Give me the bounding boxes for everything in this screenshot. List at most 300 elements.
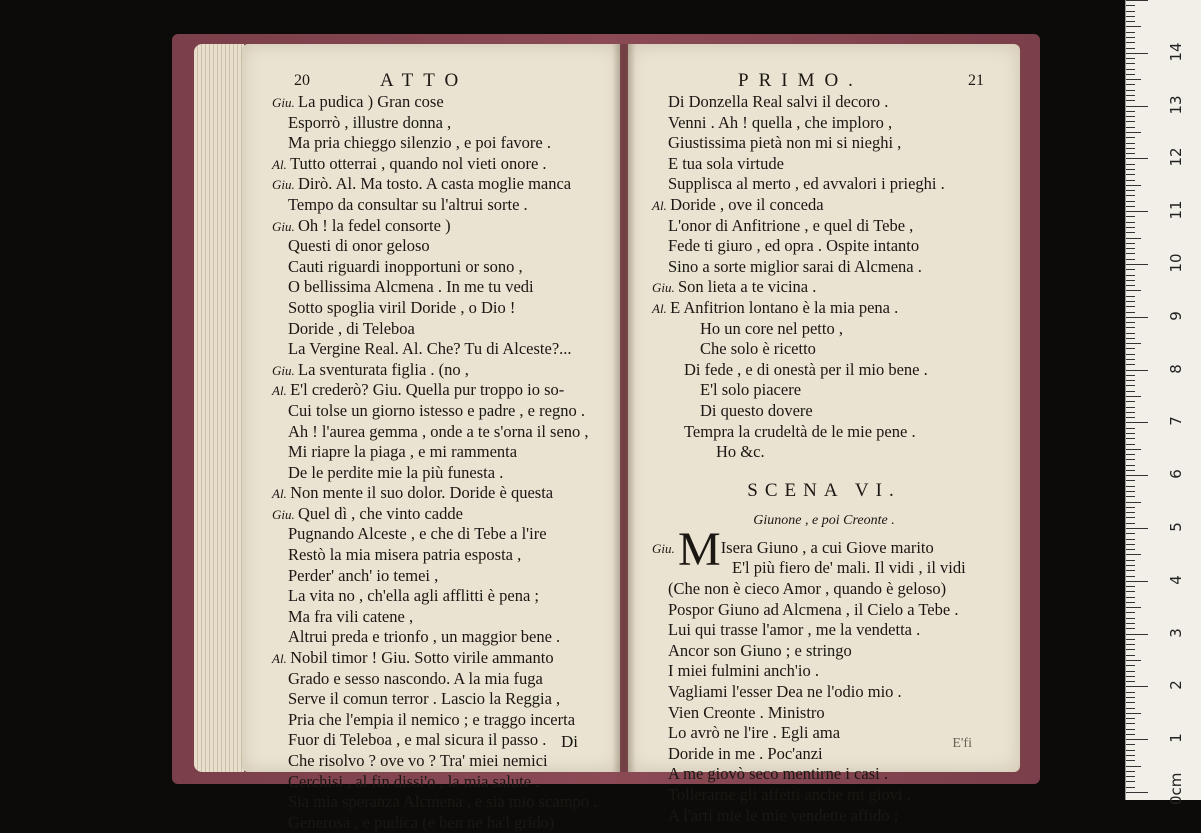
text-line: [242, 483, 620, 504]
ruler-tick: [1126, 417, 1135, 418]
text-line: [242, 339, 620, 360]
ruler-tick: [1126, 539, 1135, 540]
text-line: [242, 154, 620, 175]
ruler-label: 8: [1167, 363, 1185, 374]
ruler-tick: [1126, 428, 1135, 429]
text-line: [628, 764, 1020, 785]
right-page: [628, 44, 1020, 825]
ruler-tick: [1126, 95, 1135, 96]
ruler-tick: [1126, 201, 1135, 202]
line-text: Ah ! l'aurea gemma , onde a te s'orna il seno ,: [288, 421, 589, 441]
line-text: Sia mia speranza Alcmena , e sia mio scampo .: [288, 792, 598, 812]
line-text: E Anfitrion lontano è la mia pena .: [670, 297, 899, 317]
ruler-tick: [1126, 58, 1135, 59]
text-line: [628, 174, 1020, 195]
ruler-tick: [1126, 470, 1135, 471]
text-line: [242, 442, 620, 463]
line-text: Sotto spoglia viril Doride , o Dio !: [288, 297, 516, 317]
ruler-tick: [1126, 32, 1135, 33]
ruler-tick: [1126, 380, 1135, 381]
ruler-tick: [1126, 280, 1135, 281]
ruler-tick: [1126, 465, 1135, 466]
ruler-tick: [1126, 5, 1135, 6]
ruler-tick: [1126, 560, 1135, 561]
book-gutter: [612, 44, 636, 772]
ruler-label: 1: [1167, 733, 1185, 743]
line-text: Doride , di Teleboa: [288, 318, 415, 338]
line-text: De le perdite mie la più funesta .: [288, 462, 504, 482]
line-text: Perder' anch' io temei ,: [288, 565, 439, 585]
ruler-tick: [1126, 143, 1135, 144]
ruler-tick: [1126, 491, 1135, 492]
page-edges: [194, 44, 244, 772]
ruler-tick: [1126, 195, 1135, 196]
ruler-tick: [1126, 100, 1135, 101]
text-line: [628, 154, 1020, 175]
ruler-tick: [1126, 164, 1135, 165]
left-text-block: [242, 92, 620, 833]
speaker-label: Al.: [652, 197, 671, 213]
text-line: [628, 298, 1020, 319]
ruler-tick: [1126, 79, 1141, 80]
line-text: Doride in me . Poc'anzi: [668, 743, 823, 763]
text-line: [628, 620, 1020, 641]
ruler-tick: [1126, 533, 1135, 534]
ruler-tick: [1126, 211, 1148, 212]
left-page-number: 20: [294, 72, 310, 89]
line-text: Quel dì , che vinto cadde: [298, 503, 463, 523]
ruler-tick: [1126, 26, 1141, 27]
line-text: (Che non è cieco Amor , quando è geloso): [668, 579, 947, 599]
ruler-tick: [1126, 11, 1135, 12]
ruler-label: 6: [1167, 469, 1185, 479]
right-text-block: [628, 92, 1020, 826]
ruler-tick: [1126, 718, 1135, 719]
ruler-tick: [1126, 433, 1135, 434]
ruler-tick: [1126, 232, 1135, 233]
ruler-label: 12: [1167, 147, 1185, 167]
line-text: Dirò. Al. Ma tosto. A casta moglie manca: [298, 174, 572, 194]
speaker-label: Giu.: [652, 540, 678, 556]
ruler-tick: [1126, 591, 1135, 592]
right-running-head: PRIMO.: [738, 70, 863, 91]
drop-cap: M: [678, 522, 721, 576]
ruler-tick: [1126, 597, 1135, 598]
left-running-head: ATTO: [380, 70, 469, 91]
text-line: [628, 195, 1020, 216]
ruler-tick: [1126, 106, 1148, 107]
ruler-tick: [1126, 787, 1135, 788]
ruler-tick: [1126, 0, 1148, 1]
ruler-tick: [1126, 74, 1135, 75]
ruler-tick: [1126, 53, 1148, 54]
text-line: [628, 236, 1020, 257]
ruler-tick: [1126, 169, 1135, 170]
line-text: Non mente il suo dolor. Doride è questa: [290, 483, 554, 503]
line-text: Fede ti giuro , ed opra . Ospite intanto: [668, 236, 920, 256]
ruler-tick: [1126, 16, 1135, 17]
ruler-label: 7: [1167, 416, 1185, 427]
line-text: Questi di onor geloso: [288, 236, 430, 256]
ruler-tick: [1126, 137, 1135, 138]
line-text: Tempra la crudeltà de le mie pene .: [684, 421, 916, 441]
text-line: [628, 380, 1020, 401]
line-text: Son lieta a te vicina .: [678, 277, 817, 297]
speaker-label: Al.: [652, 300, 671, 316]
ruler-tick: [1126, 480, 1135, 481]
text-line: [242, 401, 620, 422]
ruler-tick: [1126, 570, 1135, 571]
ruler-tick: [1126, 391, 1135, 392]
ruler-tick: [1126, 655, 1135, 656]
ruler-tick: [1126, 312, 1135, 313]
line-text: Ho &c.: [716, 442, 765, 462]
text-line: [242, 195, 620, 216]
line-text: Ancor son Giuno ; e stringo: [668, 640, 852, 660]
left-page: [242, 44, 620, 832]
speaker-label: Giu.: [272, 506, 298, 522]
text-line: [628, 641, 1020, 662]
ruler-tick: [1126, 343, 1141, 344]
text-line: [628, 133, 1020, 154]
speaker-label: Giu.: [272, 177, 298, 193]
text-line: [242, 298, 620, 319]
left-catchword: Di: [561, 732, 578, 751]
line-text: Tutto otterrai , quando nol vieti onore .: [290, 153, 547, 173]
ruler-tick: [1126, 354, 1135, 355]
ruler-tick: [1126, 781, 1135, 782]
speaker-label: Giu.: [272, 95, 298, 110]
ruler-tick: [1126, 681, 1135, 682]
text-line: [628, 257, 1020, 278]
text-line: [242, 545, 620, 566]
line-text: Isera Giuno , a cui Giove marito: [720, 537, 934, 557]
ruler-tick: [1126, 744, 1135, 745]
ruler-tick: [1126, 396, 1141, 397]
line-text: Che solo è ricetto: [700, 339, 816, 359]
ruler-tick: [1126, 238, 1141, 239]
ruler-tick: [1126, 375, 1135, 376]
ruler-tick: [1126, 544, 1135, 545]
ruler-label: 4: [1167, 575, 1185, 585]
line-text: La sventurata figlia . (no ,: [298, 359, 469, 379]
ruler-tick: [1126, 771, 1135, 772]
text-line: [628, 360, 1020, 381]
ruler-tick: [1126, 760, 1135, 761]
speaker-label: Al.: [272, 486, 291, 502]
ruler-tick: [1126, 475, 1148, 476]
ruler-tick: [1126, 523, 1135, 524]
ruler-label: 5: [1167, 522, 1185, 532]
text-line: [242, 319, 620, 340]
ruler-tick: [1126, 729, 1135, 730]
line-text: Pospor Giuno ad Alcmena , il Cielo a Tebe .: [668, 599, 959, 619]
line-text: Oh ! la fedel consorte ): [298, 215, 451, 235]
text-line: [242, 648, 620, 669]
line-text: A l'arti mie le mie vendette affido ;: [668, 805, 899, 825]
line-text: La pudica ) Gran cose: [298, 92, 444, 111]
line-text: A me giovò seco mentirne i casi .: [668, 764, 888, 784]
line-text: Che risolvo ? ove vo ? Tra' miei nemici: [288, 751, 548, 770]
text-line: [242, 174, 620, 195]
text-line: [242, 710, 620, 731]
line-text: Nobil timor ! Giu. Sotto virile ammanto: [290, 648, 554, 668]
ruler-tick: [1126, 158, 1148, 159]
ruler-tick: [1126, 69, 1135, 70]
ruler-tick: [1126, 42, 1135, 43]
ruler-tick: [1126, 676, 1135, 677]
line-text: La Vergine Real. Al. Che? Tu di Alceste?...: [288, 339, 572, 359]
line-text: Cauti riguardi inopportuni or sono ,: [288, 256, 523, 276]
ruler-tick: [1126, 243, 1135, 244]
ruler-tick: [1126, 702, 1135, 703]
ruler-label: 10: [1167, 253, 1185, 273]
ruler-tick: [1126, 766, 1141, 767]
ruler-tick: [1126, 422, 1148, 423]
ruler-label: 9: [1167, 311, 1185, 321]
ruler-tick: [1126, 449, 1141, 450]
text-line: [242, 813, 620, 833]
ruler-tick: [1126, 364, 1135, 365]
ruler-tick: [1126, 290, 1141, 291]
ruler-tick: [1126, 612, 1135, 613]
ruler-tick: [1126, 628, 1135, 629]
stage-direction: Giunone , e poi Creonte .: [753, 513, 895, 529]
text-line: [242, 524, 620, 545]
line-text: Cerchisi , al fin dissi'o , la mia salute .: [288, 771, 540, 791]
ruler-tick: [1126, 755, 1135, 756]
text-line: [242, 772, 620, 793]
line-text: Vien Creonte . Ministro: [668, 702, 825, 722]
line-text: Tollerarne gli affetti anche mi giovi .: [668, 785, 911, 804]
ruler-tick: [1126, 507, 1135, 508]
text-line: [242, 216, 620, 237]
ruler-tick: [1126, 248, 1135, 249]
line-text: E'l solo piacere: [700, 380, 802, 400]
text-line: [628, 579, 1020, 600]
ruler-tick: [1126, 48, 1135, 49]
text-line: [628, 92, 1020, 113]
ruler-tick: [1126, 174, 1135, 175]
ruler-label: 0cm: [1167, 772, 1185, 805]
line-text: I miei fulmini anch'io .: [668, 661, 819, 681]
line-text: Ho un core nel petto ,: [700, 318, 843, 338]
text-line: [242, 751, 620, 772]
speaker-label: Al.: [272, 651, 291, 667]
measurement-ruler: [1125, 0, 1201, 805]
ruler-tick: [1126, 338, 1135, 339]
ruler-tick: [1126, 180, 1135, 181]
line-text: Cui tolse un giorno istesso e padre , e regno .: [288, 400, 585, 420]
ruler-tick: [1126, 259, 1135, 260]
line-text: Venni . Ah ! quella , che imploro ,: [668, 112, 893, 132]
ruler-tick: [1126, 111, 1135, 112]
ruler-tick: [1126, 602, 1135, 603]
ruler-tick: [1126, 528, 1148, 529]
ruler-tick: [1126, 739, 1148, 740]
line-text: Ma pria chieggo silenzio , e poi favore .: [288, 133, 551, 153]
text-line: [628, 113, 1020, 134]
speaker-label: Giu.: [272, 218, 298, 234]
ruler-tick: [1126, 116, 1135, 117]
ruler-tick: [1126, 63, 1135, 64]
text-line: [628, 661, 1020, 682]
right-page-number: 21: [968, 72, 984, 89]
ruler-label: 11: [1167, 200, 1185, 220]
ruler-tick: [1126, 549, 1135, 550]
line-text: Giustissima pietà non mi si nieghi ,: [668, 133, 902, 153]
ruler-tick: [1126, 401, 1135, 402]
text-line: [242, 586, 620, 607]
ruler-tick: [1126, 275, 1135, 276]
text-line: [242, 236, 620, 257]
ruler-tick: [1126, 385, 1135, 386]
ruler-tick: [1126, 565, 1135, 566]
ruler-tick: [1126, 623, 1135, 624]
ruler-tick: [1126, 206, 1135, 207]
line-text: Mi riapre la piaga , e mi rammenta: [288, 442, 518, 462]
text-line: [242, 669, 620, 690]
ruler-tick: [1126, 253, 1135, 254]
speaker-label: Giu.: [272, 362, 298, 378]
ruler-tick: [1126, 554, 1141, 555]
ruler-tick: [1126, 644, 1135, 645]
line-text: Esporrò , illustre donna ,: [288, 112, 452, 132]
ruler-tick: [1126, 734, 1135, 735]
ruler-tick: [1126, 634, 1148, 635]
line-text: Di Donzella Real salvi il decoro .: [668, 92, 889, 111]
text-line: [242, 277, 620, 298]
ruler-tick: [1126, 713, 1141, 714]
text-line: [628, 806, 1020, 827]
ruler-tick: [1126, 121, 1135, 122]
ruler-tick: [1126, 454, 1135, 455]
text-line: [242, 792, 620, 813]
ruler-tick: [1126, 618, 1135, 619]
ruler-tick: [1126, 153, 1135, 154]
line-text: Restò la mia misera patria esposta ,: [288, 545, 522, 565]
ruler-tick: [1126, 222, 1135, 223]
ruler-tick: [1126, 776, 1135, 777]
ruler-tick: [1126, 697, 1135, 698]
ruler-tick: [1126, 407, 1135, 408]
ruler-tick: [1126, 306, 1135, 307]
ruler-tick: [1126, 496, 1135, 497]
ruler-tick: [1126, 21, 1135, 22]
ruler-tick: [1126, 486, 1135, 487]
text-line: [628, 339, 1020, 360]
line-text: E tua sola virtude: [668, 153, 784, 173]
ruler-tick: [1126, 502, 1141, 503]
text-line: [242, 566, 620, 587]
ruler-tick: [1126, 333, 1135, 334]
line-text: Grado e sesso nascondo. A la mia fuga: [288, 668, 543, 688]
line-text: Lo avrò ne l'ire . Egli ama: [668, 723, 841, 743]
ruler-label: 2: [1167, 680, 1185, 691]
line-text: Pugnando Alceste , e che di Tebe a l'ire: [288, 524, 547, 544]
text-line: [628, 422, 1020, 443]
line-text: Vagliami l'esser Dea ne l'odio mio .: [668, 682, 902, 702]
ruler-tick: [1126, 512, 1135, 513]
speaker-label: Giu.: [652, 280, 678, 296]
line-text: Di fede , e di onestà per il mio bene .: [684, 359, 928, 379]
ruler-tick: [1126, 227, 1135, 228]
line-text: Pria che l'empia il nemico ; e traggo incerta: [288, 709, 576, 729]
text-line: [242, 360, 620, 381]
ruler-tick: [1126, 127, 1135, 128]
ruler-tick: [1126, 264, 1148, 265]
ruler-tick: [1126, 792, 1148, 793]
ruler-tick: [1126, 444, 1135, 445]
ruler-tick: [1126, 438, 1135, 439]
ruler-tick: [1126, 90, 1135, 91]
ruler-label: 3: [1167, 627, 1185, 638]
ruler-tick: [1126, 84, 1135, 85]
text-line: [242, 627, 620, 648]
text-line: [628, 600, 1020, 621]
ruler-tick: [1126, 269, 1135, 270]
ruler-tick: [1126, 576, 1135, 577]
ruler-tick: [1126, 607, 1141, 608]
scene-heading: SCENA VI.: [747, 479, 901, 501]
ruler-tick: [1126, 708, 1135, 709]
line-text: Di questo dovere: [700, 400, 813, 420]
line-text: Generosa , e pudica (e ben ne ha'l grido): [288, 812, 555, 832]
ruler-label: 13: [1167, 95, 1185, 115]
ruler-tick: [1126, 296, 1135, 297]
line-text: Supplisca al merto , ed avvalori i prieghi .: [668, 174, 945, 194]
text-line: [628, 682, 1020, 703]
ruler-tick: [1126, 359, 1135, 360]
text-line: [628, 319, 1020, 340]
ruler-tick: [1126, 327, 1135, 328]
ruler-tick: [1126, 148, 1135, 149]
right-catchword: E'fi: [952, 736, 972, 751]
ruler-tick: [1126, 660, 1141, 661]
ruler-tick: [1126, 581, 1148, 582]
line-text: Lui qui trasse l'amor , me la vendetta .: [668, 620, 921, 640]
ruler-tick: [1126, 649, 1135, 650]
ruler-tick: [1126, 692, 1135, 693]
ruler-tick: [1126, 517, 1135, 518]
ruler-tick: [1126, 412, 1135, 413]
text-line: [242, 689, 620, 710]
line-text: Doride , ove il conceda: [670, 194, 824, 214]
text-line: [628, 442, 1020, 463]
ruler-tick: [1126, 285, 1135, 286]
speaker-label: Al.: [272, 383, 291, 399]
ruler-tick: [1126, 671, 1135, 672]
ruler-tick: [1126, 322, 1135, 323]
ruler-tick: [1126, 190, 1135, 191]
line-text: Sino a sorte miglior sarai di Alcmena .: [668, 256, 922, 276]
text-line: [628, 785, 1020, 806]
ruler-tick: [1126, 216, 1135, 217]
text-line: [242, 92, 620, 113]
ruler-tick: [1126, 37, 1135, 38]
text-line: [242, 257, 620, 278]
text-line: [628, 401, 1020, 422]
text-line: [242, 133, 620, 154]
ruler-tick: [1126, 750, 1135, 751]
ruler-tick: [1126, 370, 1148, 371]
ruler-tick: [1126, 317, 1148, 318]
ruler-tick: [1126, 723, 1135, 724]
ruler-label: 14: [1167, 42, 1185, 62]
text-line: [242, 422, 620, 443]
ruler-tick: [1126, 459, 1135, 460]
text-line: [242, 380, 620, 401]
